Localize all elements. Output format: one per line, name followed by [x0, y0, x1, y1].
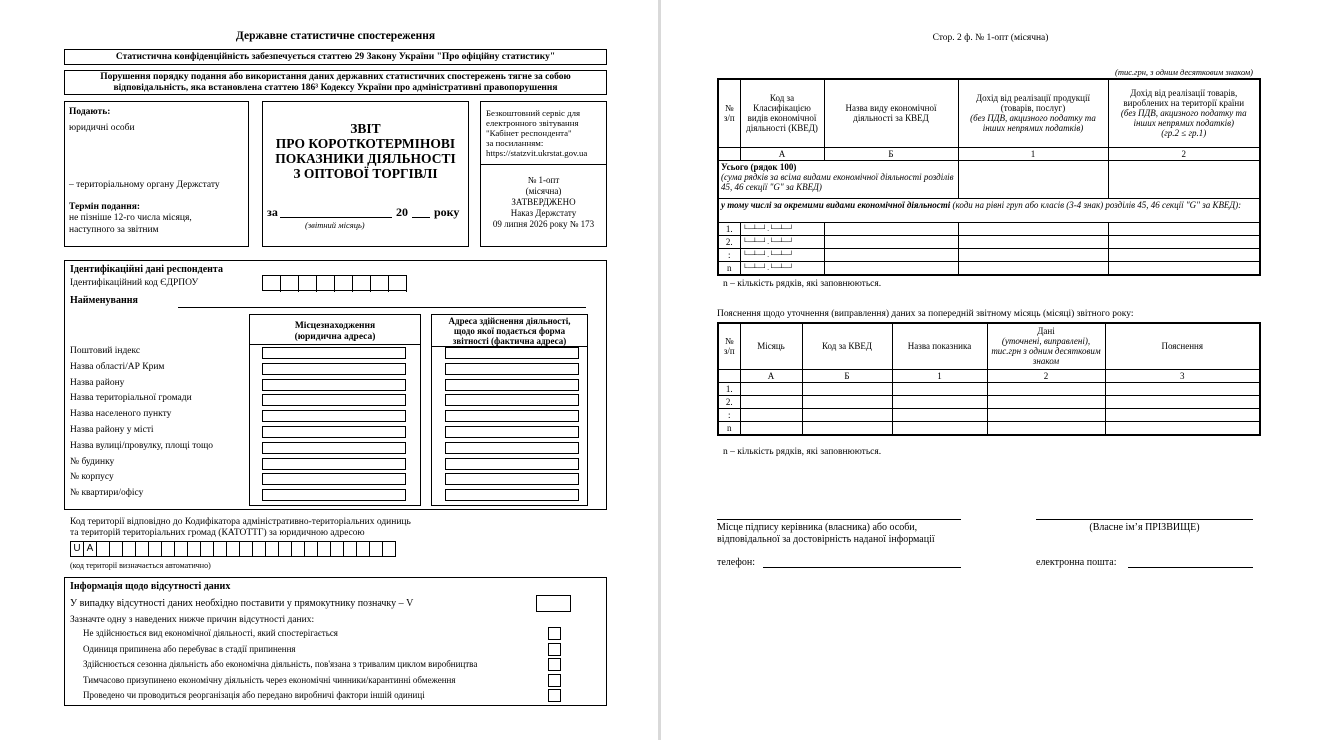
absence-reason-checkbox[interactable] [548, 627, 561, 640]
legal-address-field[interactable] [262, 394, 406, 406]
t2-col-data-main: Дані [1037, 326, 1055, 337]
row-number: : [718, 248, 740, 261]
name-signature-line[interactable] [1036, 509, 1253, 520]
katottg-prefix-a: A [84, 542, 97, 556]
total-label: Усього (рядок 100) [721, 161, 797, 172]
deadline-line-2: наступного за звітним [69, 225, 159, 235]
activity-row [718, 235, 1260, 248]
explanation-cell[interactable] [1105, 408, 1260, 421]
page-2-header: Стор. 2 ф. № 1-опт (місячна) [932, 33, 1049, 43]
actual-address-header [432, 316, 587, 346]
katottg-line-1: Код території відповідно до Кодифікатора адміністративно-територіальних одиниць [70, 517, 411, 527]
year-prefix: 20 [396, 205, 408, 219]
table-2-n-note: n – кількість рядків, які заповнюються. [723, 447, 882, 457]
row-number: n [718, 261, 740, 275]
violation-notice [64, 70, 607, 95]
address-label: Назва області/АР Крим [70, 361, 165, 372]
legal-address-field[interactable] [262, 489, 406, 501]
month-cell[interactable] [740, 382, 802, 395]
report-title-line-1: ЗВІТ [350, 121, 381, 136]
t2-col-indicator: Назва показника [892, 323, 987, 369]
activity-table-letters [718, 147, 1260, 160]
row-number: 2. [718, 235, 740, 248]
activity-name-cell[interactable] [824, 235, 958, 248]
legal-address-field[interactable] [262, 473, 406, 485]
katottg-label [70, 517, 411, 539]
explanation-cell[interactable] [1105, 421, 1260, 435]
corrections-rows [718, 382, 1260, 435]
actual-address-field[interactable] [445, 426, 579, 438]
activity-row [718, 248, 1260, 261]
edrpou-label: Ідентифікаційний код ЄДРПОУ [70, 278, 199, 288]
including-label-a: у тому числі за окремими видами економічної діяльності [721, 199, 951, 210]
service-line-1: Безкоштовний сервіс для [486, 108, 581, 118]
report-title [263, 121, 468, 181]
absence-reason-label: Тимчасово призупинено економічну діяльність через економічні чинники/карантинні обмеження [83, 674, 456, 685]
actual-address-field[interactable] [445, 379, 579, 391]
income-cell[interactable] [958, 248, 1108, 261]
income-cell[interactable] [958, 222, 1108, 235]
katottg-note: (код території визначається автоматично) [70, 561, 211, 570]
form-page-2 [661, 0, 1320, 740]
month-field[interactable] [280, 205, 392, 218]
katottg-line-2: та територій територіальних громад (КАТОТТГ) за юридичною адресою [70, 528, 365, 538]
t2-col-number: № з/п [718, 323, 740, 369]
signature-caption [717, 522, 935, 546]
legal-address-field[interactable] [262, 379, 406, 391]
year-field[interactable] [412, 205, 430, 218]
legal-address-field[interactable] [262, 363, 406, 375]
service-line-3: "Кабінет респондента" [486, 128, 572, 138]
submit-to: – територіальному органу Держстату [69, 180, 220, 190]
absence-instruction: У випадку відсутності даних необхідно поставити у прямокутнику позначку – V [70, 598, 414, 609]
submit-heading: Подають: [69, 107, 111, 117]
legal-address-field[interactable] [262, 347, 406, 359]
month-cell[interactable] [740, 395, 802, 408]
indicator-cell[interactable] [892, 408, 987, 421]
absence-reason-checkbox[interactable] [548, 674, 561, 687]
t2-letter-3: 3 [1105, 369, 1260, 382]
activity-row [718, 261, 1260, 275]
corrections-table-letters [718, 369, 1260, 382]
kved-cell[interactable] [802, 421, 892, 435]
activity-table-header [718, 79, 1260, 147]
katottg-code-field[interactable] [70, 541, 396, 557]
col-domestic-main: Дохід від реалізації товарів, вироблених на території країни [1123, 88, 1245, 109]
col-domestic-note: (без ПДВ, акцизного податку та інших непрямих податків) [1120, 108, 1247, 129]
name-caption: (Власне ім’я ПРІЗВИЩЕ) [1089, 522, 1200, 533]
name-label: Найменування [70, 295, 138, 306]
absence-reason-checkbox[interactable] [548, 643, 561, 656]
signature-line-1: Місце підпису керівника (власника) або особи, [717, 522, 918, 533]
actual-address-field[interactable] [445, 394, 579, 406]
order-line-1: Наказ Держстату [510, 208, 577, 218]
activity-rows [718, 222, 1260, 275]
activity-name-cell[interactable] [824, 222, 958, 235]
deadline-line-1: не пізніше 12-го числа місяця, [69, 213, 192, 223]
email-field[interactable] [1128, 557, 1253, 568]
address-label: Поштовий індекс [70, 346, 141, 356]
year-word: року [434, 205, 460, 219]
legal-address-header-line-2: (юридична адреса) [294, 332, 376, 342]
actual-address-field[interactable] [445, 489, 579, 501]
activity-table [717, 78, 1261, 276]
domestic-income-cell[interactable] [1108, 235, 1260, 248]
total-row [718, 160, 1260, 198]
row-number: : [718, 408, 740, 421]
submit-who: юридичні особи [69, 123, 135, 133]
legal-address-header [250, 321, 420, 343]
actual-address-field[interactable] [445, 363, 579, 375]
t2-col-data [987, 323, 1105, 369]
violation-line-1: Порушення порядку подання або використання даних державних статистичних спостережень тягне за собою [100, 72, 571, 82]
address-label: № корпусу [70, 472, 114, 483]
form-period: (місячна) [525, 186, 562, 196]
total-row-label [718, 160, 958, 198]
absence-reason-checkbox[interactable] [548, 689, 561, 702]
row-number: 2. [718, 395, 740, 408]
table-1-n-note: n – кількість рядків, які заповнюються. [723, 279, 882, 289]
approved-label: ЗАТВЕРДЖЕНО [511, 197, 576, 207]
katottg-prefix-u: U [71, 542, 84, 556]
data-cell[interactable] [987, 408, 1105, 421]
col-income-main: Дохід від реалізації продукції (товарів, послуг) [976, 93, 1090, 114]
address-label: Назва населеного пункту [70, 409, 172, 420]
indicator-cell[interactable] [892, 421, 987, 435]
correction-row [718, 382, 1260, 395]
explanation-cell[interactable] [1105, 382, 1260, 395]
report-title-line-3: ПОКАЗНИКИ ДІЯЛЬНОСТІ [275, 151, 456, 166]
approval-block [481, 175, 606, 230]
letter-a: А [740, 147, 824, 160]
col-kved-code: Код за Класифікацією видів економічної діяльності (КВЕД) [740, 79, 824, 147]
t2-col-explanation: Пояснення [1105, 323, 1260, 369]
month-cell[interactable] [740, 408, 802, 421]
t2-col-kved: Код за КВЕД [802, 323, 892, 369]
order-line-2: 09 липня 2026 року № 173 [492, 219, 595, 229]
col-activity-name: Назва виду економічної діяльності за КВЕД [824, 79, 958, 147]
including-label [718, 198, 1260, 222]
legal-address-field[interactable] [262, 458, 406, 470]
absence-reason-instruction: Зазначте одну з наведених нижче причин відсутності даних: [70, 615, 315, 625]
confidentiality-notice: Статистична конфіденційність забезпечується статтею 29 Закону України "Про офіційну статистику" [64, 49, 607, 65]
absence-reason-label: Одиниця припинена або перебуває в стадії припинення [83, 643, 296, 654]
letter-b: Б [824, 147, 958, 160]
absence-reason-label: Не здійснюється вид економічної діяльності, який спостерігається [83, 628, 338, 638]
col-domestic-income [1108, 79, 1260, 147]
t2-letter-a: А [740, 369, 802, 382]
explanation-cell[interactable] [1105, 395, 1260, 408]
email-label: електронна пошта: [1036, 557, 1117, 568]
month-cell[interactable] [740, 421, 802, 435]
name-field[interactable] [178, 297, 586, 308]
col-domestic-rule: (гр.2 ≤ гр.1) [1161, 128, 1207, 139]
month-caption: (звітний місяць) [305, 220, 365, 230]
income-cell[interactable] [958, 261, 1108, 275]
address-label: № будинку [70, 456, 115, 467]
activity-row [718, 222, 1260, 235]
t2-letter-2: 2 [987, 369, 1105, 382]
actual-address-field[interactable] [445, 347, 579, 359]
t2-letter-1: 1 [892, 369, 987, 382]
row-number: n [718, 421, 740, 435]
actual-address-field[interactable] [445, 442, 579, 454]
signature-line[interactable] [717, 509, 961, 520]
report-title-box [262, 101, 469, 247]
letter-2: 2 [1108, 147, 1260, 160]
total-note: (сума рядків за всіма видами економічної діяльності розділів 45, 46 секції "G" за КВЕД) [721, 171, 954, 192]
absence-heading: Інформація щодо відсутності даних [70, 581, 231, 592]
form-page-1 [0, 0, 658, 740]
legal-address-header-line-1: Місцезнаходження [294, 321, 376, 331]
service-line-4: за посиланням: [486, 138, 544, 148]
actual-address-field[interactable] [445, 473, 579, 485]
identification-block [64, 260, 607, 510]
absence-reason-checkbox[interactable] [548, 658, 561, 671]
domestic-income-cell[interactable] [1108, 222, 1260, 235]
income-cell[interactable] [958, 235, 1108, 248]
correction-row [718, 421, 1260, 435]
corrections-table-header [718, 323, 1260, 369]
actual-address-header-line-2: щодо якої подається форма [453, 326, 566, 336]
deadline-heading: Термін подання: [69, 202, 141, 212]
row-number: 1. [718, 222, 740, 235]
t2-col-data-note: (уточнені, виправлені), тис.грн з одним десятковим знаком [991, 336, 1101, 367]
including-row [718, 198, 1260, 222]
data-cell[interactable] [987, 395, 1105, 408]
kved-code-cell[interactable]: └─┴─┘.└─┴─┘ [740, 222, 824, 235]
absence-reason-label: Здійснюється сезонна діяльність або економічна діяльність, пов'язана з тривалим циклом виробництва [83, 659, 478, 670]
actual-address-field[interactable] [445, 458, 579, 470]
for-word: за [267, 205, 278, 219]
legal-address-field[interactable] [262, 410, 406, 422]
indicator-cell[interactable] [892, 395, 987, 408]
absence-reason-label: Проведено чи проводиться реорганізація або передано виробничі фактори іншій одиниці [83, 690, 425, 701]
report-title-line-2: ПРО КОРОТКОТЕРМІНОВІ [275, 136, 456, 151]
correction-row [718, 395, 1260, 408]
phone-label: телефон: [717, 557, 755, 568]
row-number: 1. [718, 382, 740, 395]
letter-1: 1 [958, 147, 1108, 160]
col-number: № з/п [718, 79, 740, 147]
domestic-income-cell[interactable] [1108, 248, 1260, 261]
activity-name-cell[interactable] [824, 248, 958, 261]
actual-address-field[interactable] [445, 410, 579, 422]
t2-letter-b: Б [802, 369, 892, 382]
service-info [486, 108, 604, 158]
correction-row [718, 408, 1260, 421]
absence-mark-box[interactable] [536, 595, 571, 612]
form-title: Державне статистичне спостереження [235, 30, 436, 42]
corrections-table [717, 322, 1261, 436]
form-number: № 1-опт [527, 175, 560, 185]
kved-code-cell[interactable]: └─┴─┘.└─┴─┘ [740, 235, 824, 248]
violation-line-2: відповідальність, яка встановлена статтею 186³ Кодексу України про адміністративні правопорушення [113, 83, 558, 93]
kved-cell[interactable] [802, 395, 892, 408]
total-domestic-cell[interactable] [1108, 160, 1260, 198]
data-cell[interactable] [987, 382, 1105, 395]
units-note: (тис.грн, з одним десятковим знаком) [1115, 67, 1253, 77]
legal-address-field[interactable] [262, 442, 406, 454]
service-line-2: електронного звітування [486, 118, 579, 128]
indicator-cell[interactable] [892, 382, 987, 395]
service-url[interactable]: https://statzvit.ukrstat.gov.ua [486, 148, 588, 158]
address-label: № квартири/офісу [70, 488, 144, 499]
address-label: Назва району [70, 377, 125, 388]
legal-address-field[interactable] [262, 426, 406, 438]
actual-address-header-line-3: звітності (фактична адреса) [452, 336, 567, 346]
signature-line-2: відповідальної за достовірність наданої інформації [717, 534, 935, 545]
data-cell[interactable] [987, 421, 1105, 435]
ident-heading: Ідентифікаційні дані респондента [70, 264, 223, 275]
actual-address-header-line-1: Адреса здійснення діяльності, [448, 316, 571, 326]
kved-code-cell[interactable]: └─┴─┘.└─┴─┘ [740, 248, 824, 261]
kved-cell[interactable] [802, 408, 892, 421]
col-income [958, 79, 1108, 147]
including-label-b: (коди на рівні груп або класів (3-4 знак) розділів 45, 46 секції "G" за КВЕД): [952, 199, 1242, 210]
absence-block [64, 577, 607, 706]
phone-field[interactable] [763, 557, 961, 568]
kved-code-cell[interactable]: └─┴─┘.└─┴─┘ [740, 261, 824, 275]
total-income-cell[interactable] [958, 160, 1108, 198]
t2-col-month: Місяць [740, 323, 802, 369]
address-label: Назва вулиці/провулку, площі тощо [70, 440, 214, 451]
edrpou-code-field[interactable] [262, 275, 407, 291]
address-label: Назва територіальної громади [70, 393, 192, 404]
address-label: Назва району у місті [70, 425, 154, 435]
submitters-box [64, 101, 249, 247]
service-box [480, 101, 607, 247]
col-income-note: (без ПДВ, акцизного податку та інших непрямих податків) [970, 113, 1096, 134]
report-title-line-4: З ОПТОВОЇ ТОРГІВЛІ [293, 166, 438, 181]
corrections-title: Пояснення щодо уточнення (виправлення) даних за попередній звітному місяць (місяці) звітного року: [717, 309, 1134, 319]
kved-cell[interactable] [802, 382, 892, 395]
domestic-income-cell[interactable] [1108, 261, 1260, 275]
activity-name-cell[interactable] [824, 261, 958, 275]
